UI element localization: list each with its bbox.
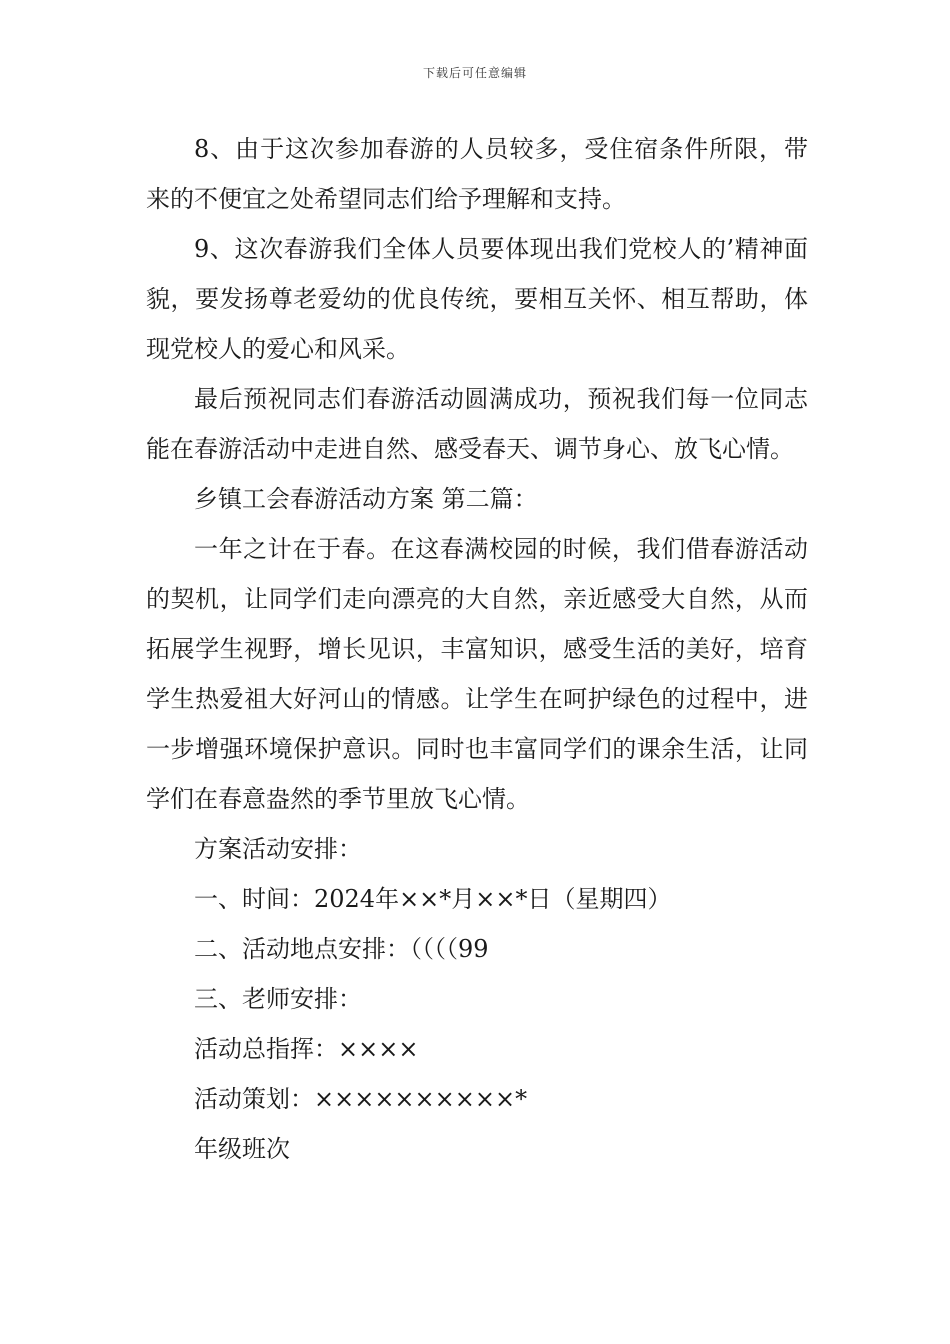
paragraph-item-9: 9、这次春游我们全体人员要体现出我们党校人的’精神面貌，要发扬尊老爱幼的优良传统，要相互关怀、相互帮助，体现党校人的爱心和风采。	[146, 235, 808, 363]
paragraph-intro-spring: 一年之计在于春。在这春满校园的时候，我们借春游活动的契机，让同学们走向漂亮的大自然，亲近感受大自然，从而拓展学生视野，增长见识，丰富知识，感受生活的美好，培育学生热爱祖大好河山的情感。让学生在呵护绿色的过程中，进一步增强环境保护意识。同时也丰富同学们的课余生活，让同学们在春意盎然的季节里放飞心情。	[146, 535, 808, 813]
list-item-location: 二、活动地点安排：（（（（99	[194, 935, 489, 963]
list-item-grade-class: 年级班次	[194, 1135, 290, 1163]
section-heading-second-plan: 乡镇工会春游活动方案 第二篇：	[194, 485, 538, 513]
list-item-time: 一、时间：2024年××*月××*日（星期四）	[194, 885, 672, 913]
list-item-commander: 活动总指挥：××××	[194, 1035, 419, 1063]
paragraph-item-8: 8、由于这次参加春游的人员较多，受住宿条件所限，带来的不便宜之处希望同志们给予理解和支持。	[146, 135, 808, 213]
document-body	[146, 124, 808, 1174]
paragraph-closing-wishes: 最后预祝同志们春游活动圆满成功，预祝我们每一位同志能在春游活动中走进自然、感受春天、调节身心、放飞心情。	[146, 385, 808, 463]
list-item-teacher-arrangement: 三、老师安排：	[194, 985, 362, 1013]
page-header: 下载后可任意编辑	[422, 66, 527, 80]
list-item-planner: 活动策划：××××××××××*	[194, 1085, 528, 1113]
list-item-plan-arrangement: 方案活动安排：	[194, 835, 362, 863]
